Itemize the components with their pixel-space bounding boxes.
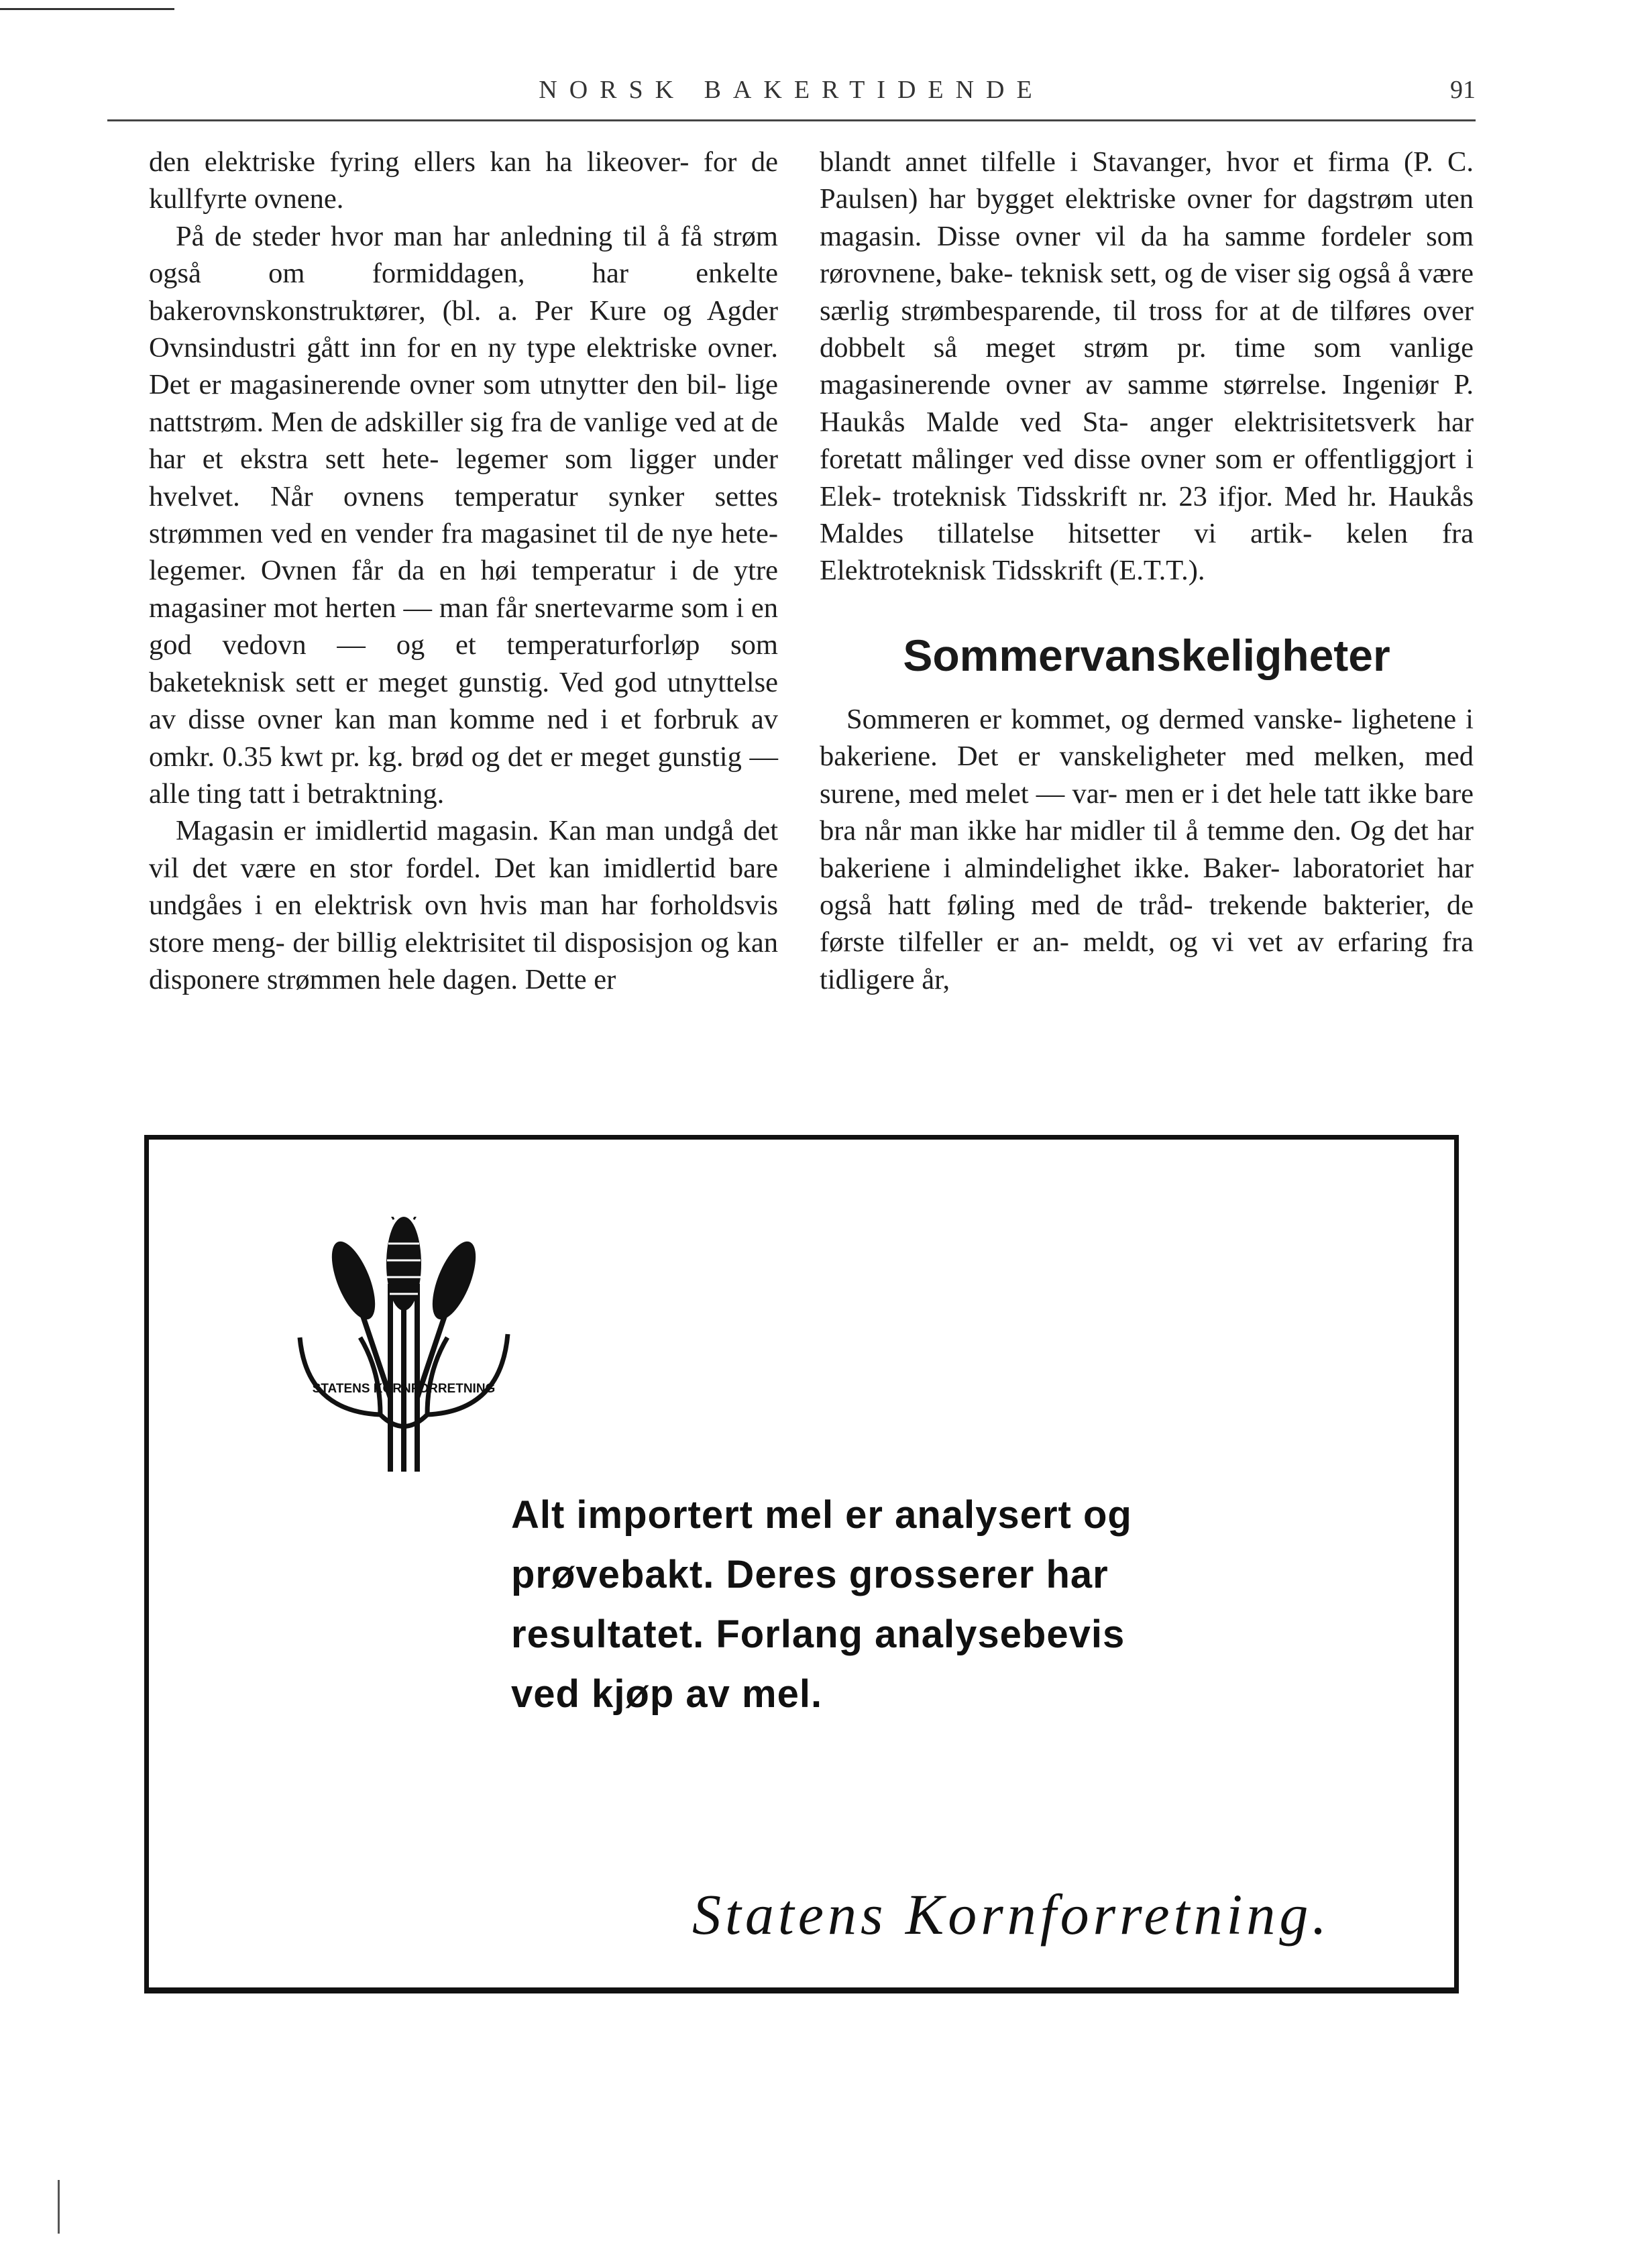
scan-edge-mark <box>0 8 174 10</box>
advertisement-box <box>144 1135 1459 1993</box>
paragraph: Sommeren er kommet, og dermed vanske- lighetene i bakeriene. Det er vanskeligheter med melken, med surene, med melet — var- men er i det hele tatt ikke bare bra når man ikke har midler til å temme den. Og det har bakeriene i almindelighet ikke. Baker- laboratoriet har også hatt føling med de tråd- trekende bakterier, de første tilfeller er an- meldt, og vi vet av erfaring fra tidligere år, <box>820 703 1474 995</box>
paragraph: den elektriske fyring ellers kan ha likeover- for de kullfyrte ovnene. <box>149 146 778 215</box>
advertisement-text <box>511 1485 1350 1724</box>
ad-line: Alt importert mel er analysert og <box>511 1493 1132 1537</box>
advertisement-signature: Statens Kornforretning. <box>692 1882 1331 1947</box>
paragraph: blandt annet tilfelle i Stavanger, hvor et firma (P. C. Paulsen) har bygget elektriske ovner for dagstrøm uten magasin. Disse ovner vil da ha samme fordeler som rørovnene, bake- teknisk sett, og de viser sig også å være særlig strømbesparende, til tross for at de tilføres over dobbelt så meget strøm pr. time som vanlige magasinerende ovner av samme størrelse. Ingeniør P. Haukås Malde ved Sta- anger elektrisitetsverk har foretatt målinger ved disse ovner som er offentliggjort i Elek- troteknisk Tidsskrift nr. 23 ifjor. Med hr. Haukås Maldes tillatelse hitsetter vi artik- kelen fra Elektroteknisk Tidsskrift (E.T.T.). <box>820 146 1474 587</box>
article-right-column <box>820 144 1474 998</box>
logo-text: STATENS KORNFORRETNING <box>312 1382 496 1396</box>
paragraph: På de steder hvor man har anledning til å få strøm også om formiddagen, har enkelte bakerovnskonstruktører, (bl. a. Per Kure og Agder Ovnsindustri gått inn for en ny type elektriske ovner. Det er magasinerende ovner som utnytter den bil- lige nattstrøm. Men de adskiller sig fra de vanlige ved at de har et ekstra sett hete- legemer som ligger under hvelvet. Når ovnens temperatur synker settes strømmen ved en vender fra magasinet til de nye hete- legemer. Ovnen får da en høi temperatur i de ytre magasiner mot herten — man får snertevarme som i en god vedovn — og et temperaturforløp som baketeknisk sett er meget gunstig. Ved god utnyttelse av disse ovner kan man komme ned i et forbruk av omkr. 0.35 kwt pr. kg. brød og det er meget gunstig — alle ting tatt i betraktning. <box>149 220 778 810</box>
ad-line: resultatet. Forlang analysebevis <box>511 1612 1125 1656</box>
ad-line: ved kjøp av mel. <box>511 1672 823 1716</box>
article-left-column <box>149 144 778 998</box>
page-number: 91 <box>1450 76 1476 104</box>
wheat-sheaf-logo <box>280 1217 528 1478</box>
running-title: NORSK BAKERTIDENDE <box>539 76 1044 104</box>
ad-line: prøvebakt. Deres grosserer har <box>511 1553 1109 1596</box>
page-header <box>107 72 1476 121</box>
section-heading: Sommervanskeligheter <box>903 630 1390 680</box>
paragraph: Magasin er imidlertid magasin. Kan man undgå det vil det være en stor fordel. Det kan imidlertid bare undgåes i en elektrisk ovn hvis man har forholdsvis store meng- der billig elektrisitet til disposisjon og kan disponere strømmen hele dagen. Dette er <box>149 815 778 995</box>
scan-edge-mark <box>58 2180 60 2234</box>
